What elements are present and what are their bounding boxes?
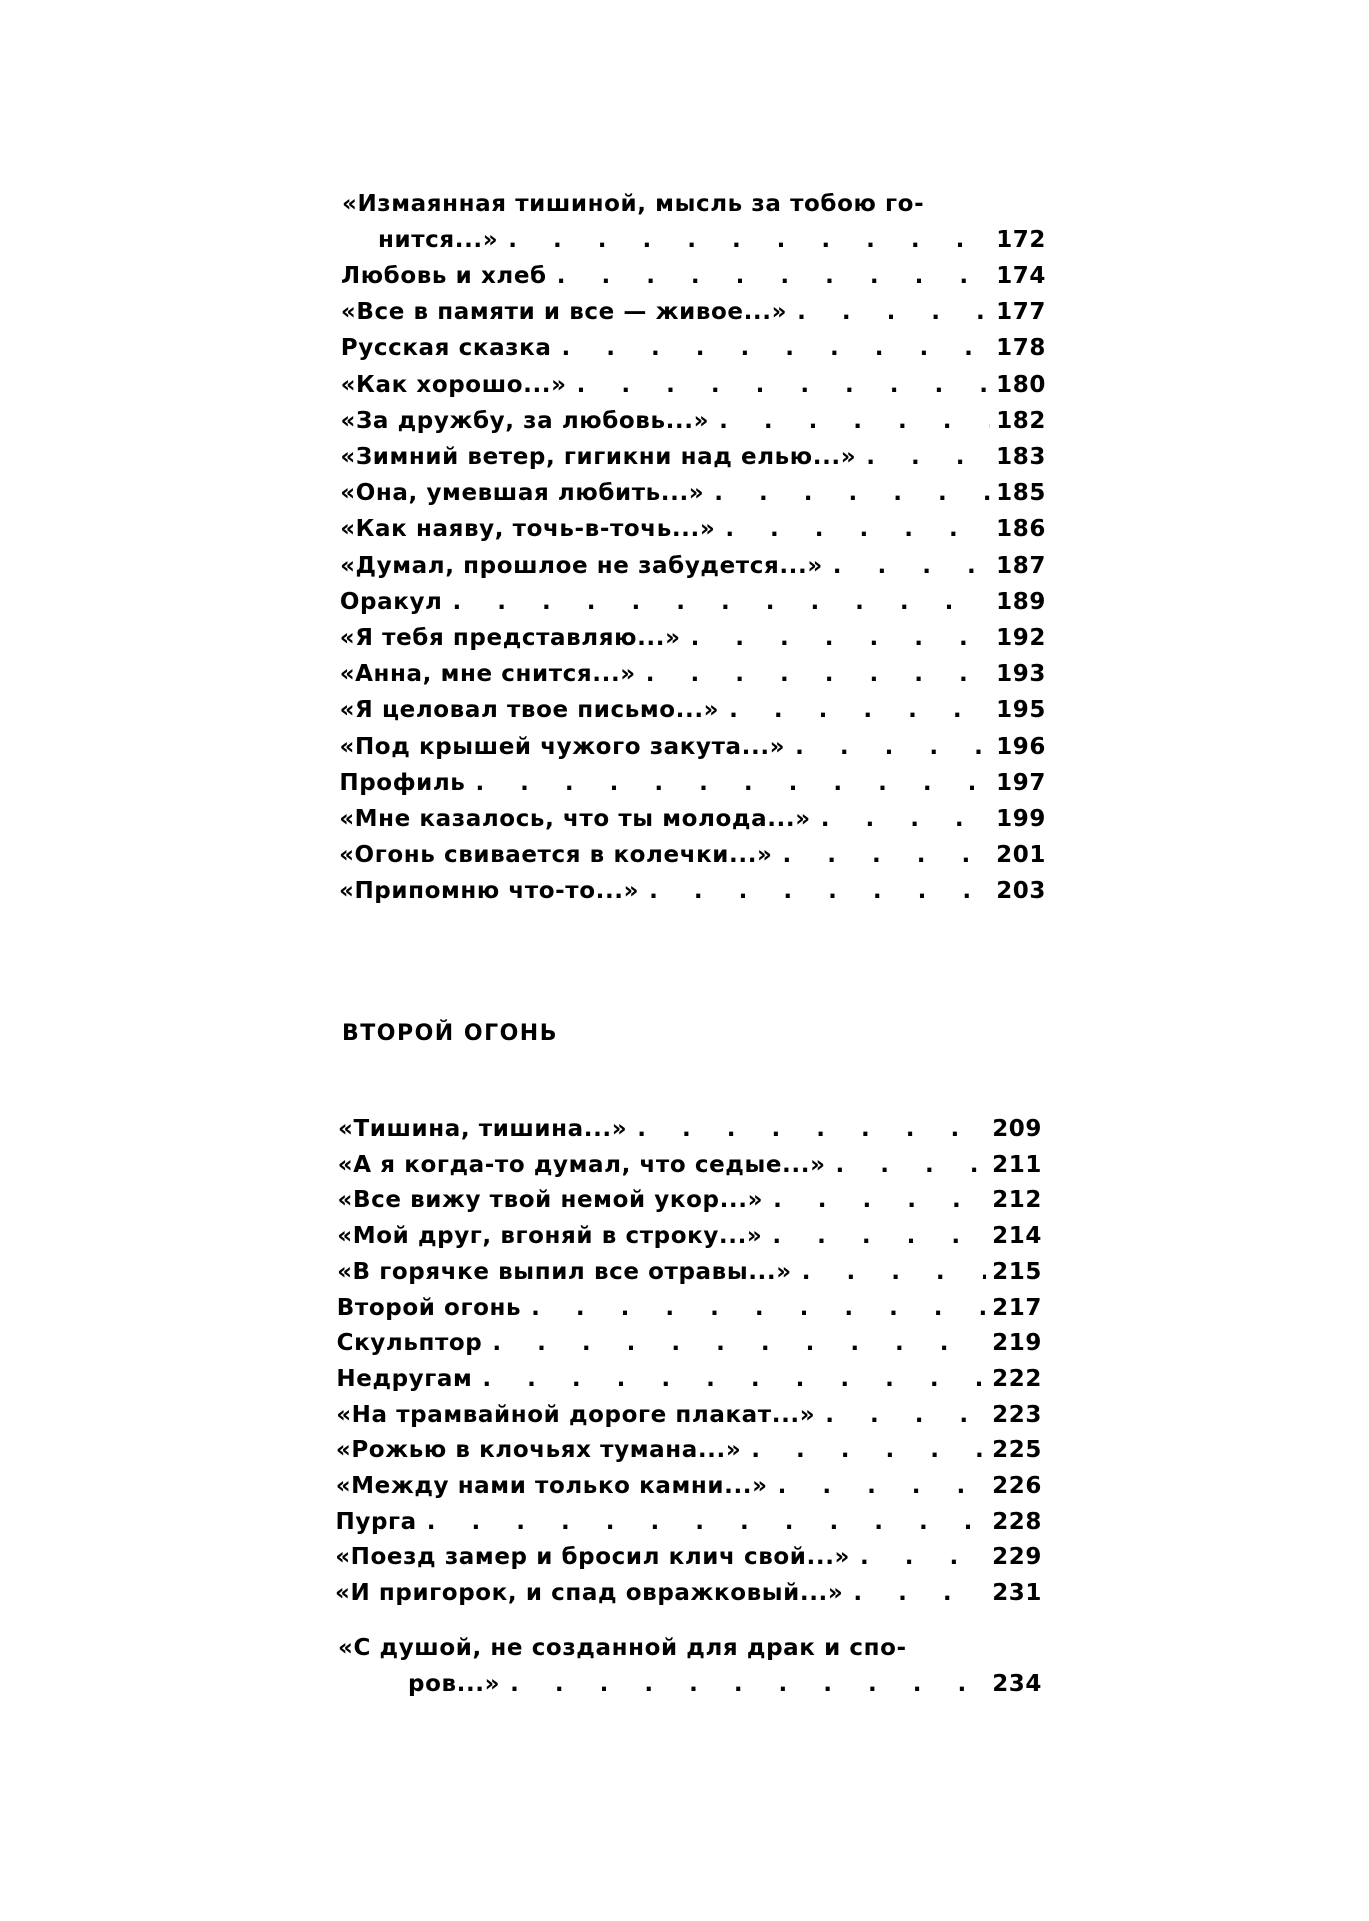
dot-leader <box>561 330 990 366</box>
toc-entry <box>340 475 1046 511</box>
dot-leader <box>795 729 990 765</box>
toc-entry-title: «Огонь свивается в колечки...» <box>339 842 773 869</box>
toc-entry <box>338 1147 1042 1183</box>
dot-leader <box>719 403 990 439</box>
toc-entry-page: 203 <box>996 878 1046 905</box>
toc-entry-title: ров...» <box>408 1671 501 1697</box>
dot-leader <box>802 1254 986 1290</box>
toc-entry <box>337 1325 1042 1361</box>
toc-entry-page: 223 <box>992 1401 1042 1428</box>
dot-leader <box>510 1666 986 1702</box>
toc-entry-page: 229 <box>992 1544 1042 1571</box>
toc-entry <box>336 1397 1042 1433</box>
dot-leader <box>475 765 990 801</box>
dot-leader <box>649 873 990 909</box>
dot-leader <box>646 656 990 692</box>
toc-entry-page: 193 <box>996 661 1046 688</box>
toc-entry-page: 209 <box>992 1116 1042 1142</box>
toc-entry-page: 219 <box>992 1330 1042 1357</box>
toc-entry-page: 215 <box>992 1258 1042 1285</box>
toc-entry-title: «Зимний ветер, гигикни над елью...» <box>340 444 857 470</box>
toc-entry-page: 186 <box>996 516 1046 543</box>
toc-entry <box>341 367 1046 403</box>
toc-entry <box>340 692 1046 728</box>
toc-entry <box>340 548 1046 584</box>
toc-entry-page: 212 <box>992 1187 1042 1214</box>
toc-entry <box>336 1504 1043 1540</box>
toc-entry-title: Любовь и хлеб <box>341 263 547 289</box>
toc-entry <box>340 584 1046 620</box>
dot-leader <box>452 584 990 620</box>
dot-leader <box>797 294 990 330</box>
toc-entry <box>339 837 1046 873</box>
toc-entry-title: «А я когда-то думал, что седые...» <box>337 1151 826 1178</box>
toc-entry-page: 174 <box>996 263 1046 289</box>
toc-entry-title: Скульптор <box>336 1330 483 1357</box>
dot-leader <box>772 1218 986 1254</box>
toc-entry-title: «Я целовал твое письмо...» <box>339 697 720 724</box>
dot-leader <box>836 1147 987 1183</box>
toc-entry-title: «Как наяву, точь-в-точь...» <box>340 516 716 543</box>
toc-entry-page: 185 <box>996 480 1046 507</box>
toc-entry-title: Пурга <box>335 1508 417 1535</box>
toc-entry-title: «В горячке выпил все отравы...» <box>337 1258 792 1285</box>
toc-entry-title: «Рожью в клочьях тумана...» <box>335 1437 742 1464</box>
toc-entry-page: 201 <box>996 842 1046 869</box>
toc-entry-page: 234 <box>992 1671 1042 1697</box>
dot-leader <box>557 258 990 294</box>
toc-entry-page: 222 <box>992 1365 1042 1392</box>
toc-entry <box>340 656 1046 692</box>
toc-entry-title: «Думал, прошлое не забудется...» <box>340 552 823 579</box>
toc-entry <box>339 801 1046 837</box>
toc-entry <box>337 1290 1042 1326</box>
toc-entry-page: 189 <box>996 588 1046 615</box>
dot-leader <box>637 1111 986 1147</box>
toc-entry-title: Недругам <box>336 1365 473 1392</box>
toc-entry <box>338 1111 1042 1147</box>
dot-leader <box>833 548 990 584</box>
toc-entry-title: Второй огонь <box>336 1294 522 1321</box>
toc-entry-page: 195 <box>996 697 1046 724</box>
toc-entry-page: 231 <box>992 1580 1042 1607</box>
toc-entry-page: 214 <box>992 1223 1042 1250</box>
toc-entry-title: «Она, умевшая любить...» <box>340 480 705 507</box>
toc-entry-title: «Припомню что-то...» <box>339 878 640 905</box>
toc-entry-title: Профиль <box>339 769 466 796</box>
toc-entry-title: нится...» <box>378 227 499 253</box>
toc-entry-page: 217 <box>992 1294 1042 1321</box>
toc-entry <box>335 1575 1042 1611</box>
toc-entry <box>341 258 1046 294</box>
toc-entry <box>339 873 1046 909</box>
toc-entry-page: 196 <box>996 733 1046 760</box>
dot-leader <box>482 1361 986 1397</box>
dot-leader <box>508 222 990 258</box>
toc-entry-page: 192 <box>996 625 1046 651</box>
dot-leader <box>725 511 990 547</box>
dot-leader <box>577 367 991 403</box>
toc-entry <box>378 222 1046 258</box>
dot-leader <box>492 1325 986 1361</box>
dot-leader <box>691 620 991 656</box>
toc-entry <box>340 439 1046 475</box>
toc-entry <box>340 620 1046 656</box>
toc-entry-page: 178 <box>996 335 1046 362</box>
dot-leader <box>729 692 990 728</box>
toc-entry <box>341 294 1046 330</box>
toc-entry <box>341 330 1046 366</box>
dot-leader <box>821 801 990 837</box>
dot-leader <box>427 1504 986 1540</box>
toc-entry-page: 225 <box>992 1437 1042 1464</box>
toc-entry <box>336 1432 1042 1468</box>
toc-entry-title: «За дружбу, за любовь...» <box>340 407 710 434</box>
toc-entry-page: 177 <box>996 299 1046 326</box>
toc-entry-title: Русская сказка <box>340 335 552 362</box>
toc-entry <box>337 1218 1042 1254</box>
toc-entry-title: «Анна, мне снится...» <box>339 661 636 688</box>
toc-entry-title: «Мой друг, вгоняй в строку...» <box>337 1223 763 1250</box>
toc-entry <box>336 1468 1042 1504</box>
toc-entry-page: 187 <box>996 552 1046 579</box>
toc-entry-title: «Между нами только камни...» <box>335 1473 768 1499</box>
toc-entry-title: «Как хорошо...» <box>340 371 567 398</box>
dot-leader <box>866 439 990 475</box>
toc-entry-title-line1: «Измаянная тишиной, мысль за тобою го- <box>342 191 925 217</box>
toc-entry-page: 228 <box>992 1508 1042 1535</box>
dot-leader <box>825 1397 986 1433</box>
dot-leader <box>853 1575 986 1611</box>
toc-entry-title: «Тишина, тишина...» <box>338 1116 628 1142</box>
toc-entry-page: 197 <box>996 769 1046 796</box>
toc-entry-title: «И пригорок, и спад овражковый...» <box>335 1580 844 1607</box>
toc-entry <box>336 1361 1042 1397</box>
toc-entry <box>340 511 1046 547</box>
toc-entry <box>337 1254 1042 1290</box>
dot-leader <box>860 1539 986 1575</box>
dot-leader <box>783 837 991 873</box>
toc-entry-page: 183 <box>996 444 1046 470</box>
toc-entry-title: «Все вижу твой немой укор...» <box>337 1187 764 1214</box>
toc-entry-title: «На трамвайной дороге плакат...» <box>336 1401 816 1428</box>
dot-leader <box>773 1182 986 1218</box>
toc-entry-page: 211 <box>992 1151 1042 1178</box>
section-heading: ВТОРОЙ ОГОНЬ <box>342 1021 558 1046</box>
dot-leader <box>751 1432 986 1468</box>
dot-leader <box>531 1290 986 1326</box>
toc-entry-page: 199 <box>996 806 1046 832</box>
toc-entry-title: «Все в памяти и все — живое...» <box>340 299 788 326</box>
dot-leader <box>778 1468 987 1504</box>
toc-entry-title: «Я тебя представляю...» <box>339 625 681 651</box>
toc-entry <box>338 1182 1043 1218</box>
toc-entry-page: 226 <box>992 1473 1042 1499</box>
toc-entry-page: 180 <box>996 371 1046 398</box>
toc-entry-title: «Поезд замер и бросил клич свой...» <box>335 1544 850 1571</box>
toc-entry-page: 172 <box>996 227 1046 253</box>
toc-entry <box>335 1539 1042 1575</box>
toc-entry <box>339 765 1046 801</box>
toc-entry <box>341 403 1047 439</box>
toc-entry <box>340 729 1047 765</box>
toc-entry <box>408 1666 1042 1702</box>
toc-entry-title: «Под крышей чужого закута...» <box>339 733 786 760</box>
dot-leader <box>714 475 990 511</box>
toc-entry-title-line1: «С душой, не созданной для драк и спо- <box>338 1635 907 1661</box>
toc-entry-title: «Мне казалось, что ты молода...» <box>339 806 811 832</box>
toc-entry-title: Оракул <box>339 588 443 615</box>
toc-entry-page: 182 <box>996 407 1046 434</box>
